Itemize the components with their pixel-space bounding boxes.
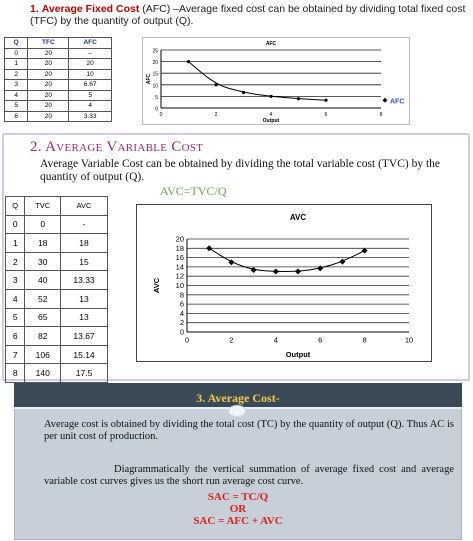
x-axis-label: Output [262,118,280,124]
table-row [5,101,112,112]
table-row [6,289,108,308]
avc-table-cell: 13.67 [61,327,108,346]
afc-table-cell: 6 [5,111,28,122]
data-point [214,83,217,86]
y-tick-label: 25 [152,48,158,55]
avc-table-cell: 3 [6,271,25,290]
table-row [5,90,112,101]
avc-table-cell: 30 [25,252,61,271]
sac-or: OR [229,503,247,515]
y-tick-label: 2 [179,318,184,328]
avc-table-cell: 5 [6,308,25,327]
afc-table-cell: 6.67 [69,80,112,91]
y-tick-label: 4 [179,308,184,318]
avc-table-cell: 18 [25,234,61,253]
chart-title: AFC [265,41,277,47]
table-row [6,271,108,290]
data-point [273,269,279,275]
avc-chart-svg [137,205,431,361]
y-tick-label: 5 [155,94,158,101]
avc-table-cell: 82 [25,327,61,346]
avc-table-cell: 40 [25,271,61,290]
y-tick-label: 18 [175,243,184,253]
x-tick-label: 8 [362,335,367,345]
afc-table-cell: 10 [69,69,112,80]
afc-table-cell: 20 [69,59,112,70]
avc-table-cell: 18 [61,234,108,253]
avc-table-cell: 65 [25,308,61,327]
avc-table-header-row [6,197,108,216]
legend-marker [383,98,388,103]
afc-table-cell: 20 [28,59,69,70]
afc-table-cell: 20 [28,101,69,112]
x-tick-label: 2 [229,335,234,345]
x-tick-label: 4 [273,335,278,345]
table-row [6,308,108,327]
avc-table-cell: - [61,215,108,234]
avc-chart [136,204,432,362]
avc-table-cell: 13 [61,289,108,308]
y-tick-label: 20 [152,60,158,67]
afc-table-header-row [5,38,112,49]
afc-table-cell: 20 [28,69,69,80]
y-tick-label: 20 [175,234,184,244]
y-tick-label: 8 [179,290,184,300]
afc-table-cell: 2 [5,69,28,80]
afc-table-cell: 1 [5,59,28,70]
avc-table-cell: 6 [6,327,25,346]
afc-number: 1. [30,3,39,15]
afc-table-cell: 4 [5,90,28,101]
y-tick-label: 6 [179,299,184,309]
table-row [5,48,112,59]
afc-table [4,37,112,122]
afc-table-cell: 5 [5,101,28,112]
avc-table-cell: 140 [25,364,61,383]
ac-description: Average cost is obtained by dividing the total cost (TC) by the quantity of output (Q). Thus AC is per unit cost of production. [44,419,454,442]
data-point [339,259,345,265]
afc-title: Average Fixed Cost [41,3,140,15]
avc-table-cell: 0 [6,215,25,234]
afc-table-cell: 0 [5,48,28,59]
avc-table-cell: 52 [25,289,61,308]
avc-table-cell: 7 [6,345,25,364]
y-tick-label: 0 [155,106,158,113]
legend-label: AFC [390,98,405,106]
y-tick-label: 16 [175,253,184,263]
ac-diagram-note: Diagrammatically the vertical summation of average fixed cost and average variable cost curves gives us the short run average cost curve. [44,464,454,487]
afc-table-header-cell: AFC [69,38,112,49]
avc-table-header-cell: AVC [61,197,108,216]
x-tick-label: 6 [318,335,323,345]
afc-table-cell: 20 [28,111,69,122]
afc-table-cell: 3 [5,80,28,91]
data-point [251,267,257,273]
avc-title: 2. Average Variable Cost [30,139,204,155]
table-row [6,345,108,364]
y-tick-label: 10 [152,83,158,90]
table-row [6,364,108,383]
avc-table-cell: 1 [6,234,25,253]
x-axis-label: Output [285,350,311,359]
afc-table-cell: 20 [28,80,69,91]
data-point [297,97,300,100]
afc-description: (AFC) –Average fixed cost can be obtained by dividing total fixed cost (TFC) by the quantity of output (Q). [30,3,466,27]
data-point [324,99,327,102]
data-point [295,269,301,275]
y-tick-label: 14 [175,262,184,272]
series-line [189,62,327,101]
afc-table-cell: 3.33 [69,111,112,122]
afc-chart [142,37,410,125]
x-tick-label: 4 [269,112,273,118]
data-point [206,245,212,251]
x-tick-label: 10 [404,335,414,345]
sac-formula-2: SAC = AFC + AVC [193,515,283,527]
x-tick-label: 2 [214,112,218,118]
y-tick-label: 12 [175,271,184,281]
avc-table-cell: 106 [25,345,61,364]
afc-table-header-cell: TFC [28,38,69,49]
table-row [5,111,112,122]
data-point [317,265,323,271]
y-axis-label: AVC [152,277,161,294]
sac-formula-1: SAC = TC/Q [207,491,269,503]
ring-ornament-icon [228,405,246,417]
avc-table-header-cell: TVC [25,197,61,216]
avc-table-cell: 17.5 [61,364,108,383]
data-point [187,60,190,63]
avc-formula: AVC=TVC/Q [160,184,227,198]
data-point [269,95,272,98]
chart-title: AVC [289,213,307,222]
table-row [5,59,112,70]
avc-table-cell: 15 [61,252,108,271]
ac-title: 3. Average Cost- [196,391,280,405]
x-tick-label: 0 [159,112,163,118]
table-row [6,234,108,253]
x-tick-label: 6 [324,112,328,118]
x-tick-label: 0 [184,335,190,345]
avc-table-cell: 4 [6,289,25,308]
y-axis-label: AFC [146,73,152,85]
table-row [5,69,112,80]
y-tick-label: 10 [175,281,184,290]
afc-chart-svg [143,38,409,124]
table-row [6,252,108,271]
avc-table-cell: 15.14 [61,345,108,364]
table-row [6,327,108,346]
avc-table-cell: 2 [6,252,25,271]
avc-table-header-cell: Q [6,197,25,216]
avc-table-cell: 13.33 [61,271,108,290]
table-row [5,80,112,91]
avc-description: Average Variable Cost can be obtained by dividing the total variable cost (TVC) by the quantity of output (Q). [40,158,441,183]
avc-table-cell: 0 [25,215,61,234]
table-row [6,215,108,234]
avc-table-cell: 8 [6,364,25,383]
afc-heading [30,4,470,27]
avc-table-cell: 13 [61,308,108,327]
x-tick-label: 8 [379,112,383,118]
afc-table-cell: – [69,48,112,59]
afc-table-cell: 5 [69,90,112,101]
y-tick-label: 0 [179,327,184,337]
afc-table-cell: 4 [69,101,112,112]
avc-table [5,196,108,383]
afc-table-header-cell: Q [5,38,28,49]
y-tick-label: 15 [152,71,158,78]
afc-table-cell: 20 [28,90,69,101]
afc-table-cell: 20 [28,48,69,59]
data-point [242,91,245,94]
